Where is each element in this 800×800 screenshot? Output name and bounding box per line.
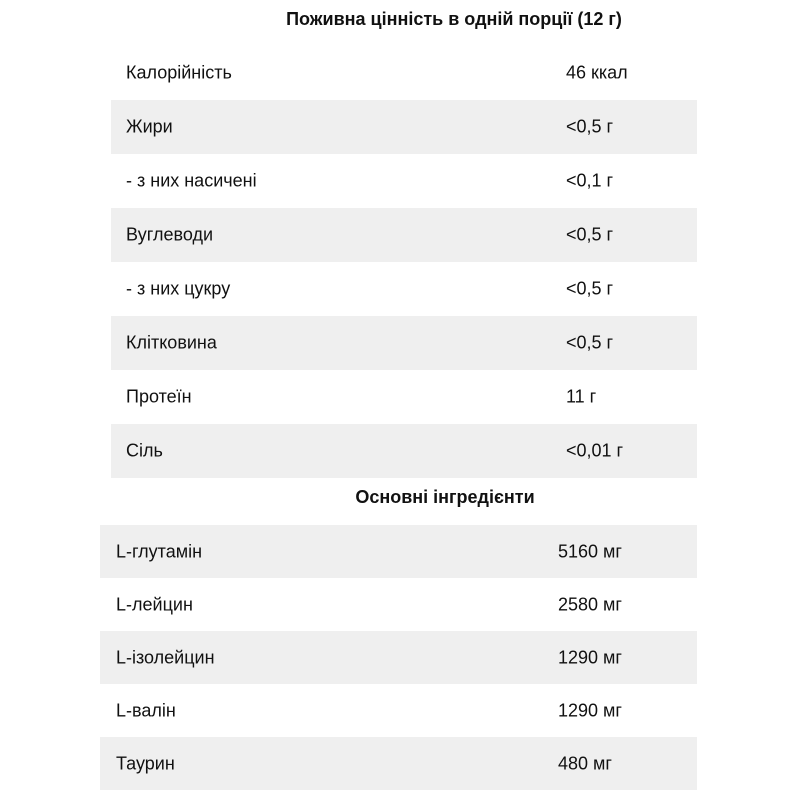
nutrient-name: Калорійність bbox=[126, 62, 232, 83]
nutrient-value: <0,5 г bbox=[566, 224, 614, 245]
nutrient-value: <0,1 г bbox=[566, 170, 614, 191]
nutrient-value: 11 г bbox=[566, 386, 597, 407]
ingredient-name: L-глутамін bbox=[116, 541, 203, 561]
ingredient-amount: 5160 мг bbox=[558, 541, 622, 561]
nutrient-value: 46 ккал bbox=[566, 62, 628, 83]
nutrient-name: Протеїн bbox=[126, 386, 192, 407]
nutrient-value: <0,01 г bbox=[566, 440, 624, 461]
ingredient-amount: 2580 мг bbox=[558, 594, 622, 614]
nutrient-name: Клітковина bbox=[126, 332, 217, 353]
nutrition-row-salt bbox=[111, 424, 697, 478]
nutrition-row-sugars bbox=[111, 262, 697, 316]
nutrient-value: <0,5 г bbox=[566, 332, 614, 353]
nutrient-value: <0,5 г bbox=[566, 278, 614, 299]
nutrient-name: Жири bbox=[126, 116, 173, 137]
nutrition-row-calories bbox=[111, 46, 697, 100]
ingredients-table bbox=[100, 525, 697, 790]
ingredient-name: L-валін bbox=[116, 700, 176, 720]
nutrition-row-protein bbox=[111, 370, 697, 424]
nutrition-row-carbohydrates bbox=[111, 208, 697, 262]
ingredient-row-glutamine bbox=[100, 525, 697, 578]
ingredient-amount: 1290 мг bbox=[558, 647, 622, 667]
nutrient-name: - з них насичені bbox=[126, 170, 257, 191]
ingredients-title: Основні інгредієнти bbox=[355, 487, 535, 507]
ingredient-row-isoleucine bbox=[100, 631, 697, 684]
nutrition-row-saturated bbox=[111, 154, 697, 208]
ingredient-name: Таурин bbox=[116, 753, 175, 773]
ingredient-name: L-лейцин bbox=[116, 594, 193, 614]
nutrient-name: Вуглеводи bbox=[126, 224, 214, 245]
nutrition-row-fiber bbox=[111, 316, 697, 370]
ingredient-row-taurine bbox=[100, 737, 697, 790]
nutrition-table bbox=[111, 46, 697, 478]
nutrition-row-fat bbox=[111, 100, 697, 154]
ingredient-amount: 1290 мг bbox=[558, 700, 622, 720]
ingredient-row-leucine bbox=[100, 578, 697, 631]
ingredient-amount: 480 мг bbox=[558, 753, 612, 773]
nutrient-name: - з них цукру bbox=[126, 278, 231, 299]
nutrient-value: <0,5 г bbox=[566, 116, 614, 137]
ingredient-name: L-ізолейцин bbox=[116, 647, 215, 667]
nutrient-name: Сіль bbox=[126, 440, 163, 461]
nutrition-title: Поживна цінність в одній порції (12 г) bbox=[286, 9, 622, 29]
ingredient-row-valine bbox=[100, 684, 697, 737]
